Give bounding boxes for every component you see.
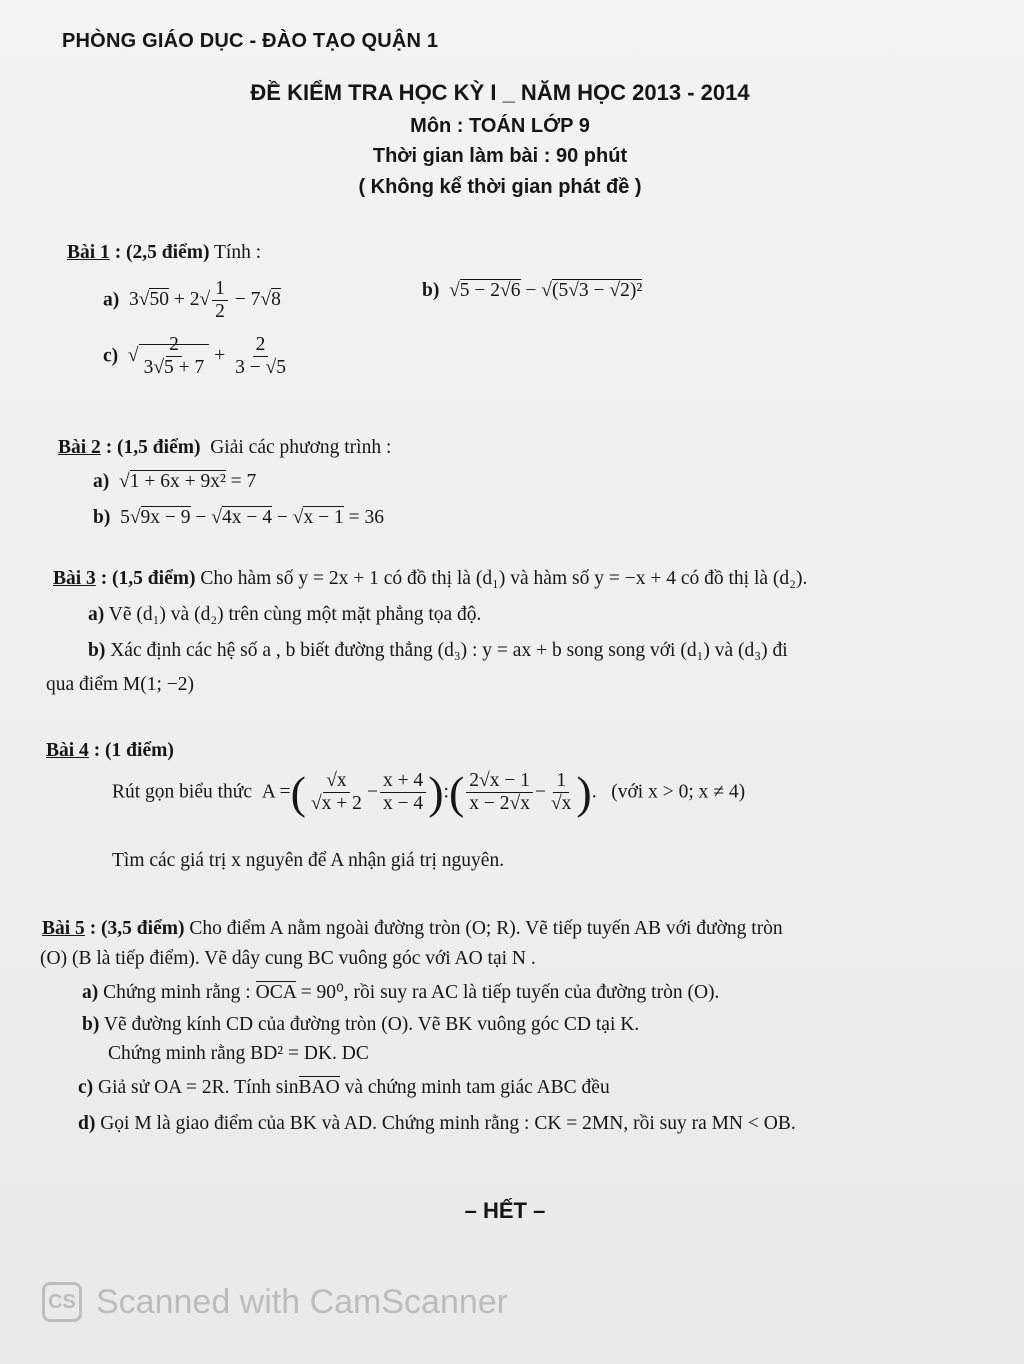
bai5-d: d) Gọi M là giao điểm của BK và AD. Chứng minh rằng : CK = 2MN, rồi suy ra MN < OB.: [78, 1113, 796, 1134]
bai1-a: a) 3√50 + 2√ $\frac{1}{2}$ − 7√8: [103, 278, 281, 323]
bai5-b-cont: Chứng minh rằng BD² = DK. DC: [108, 1043, 369, 1064]
bai2-b: b) 5√9x − 9 − √4x − 4 − √x − 1 = 36: [93, 507, 384, 528]
bai2-a: a) √1 + 6x + 9x² = 7: [93, 471, 257, 492]
bai1-heading: Bài 1 : (2,5 điểm) Tính :: [67, 242, 262, 263]
bai1-b: b) √5 − 2√6 − √(5√3 − √2)²: [422, 280, 643, 301]
bai5-b: b) Vẽ đường kính CD của đường tròn (O). Vẽ BK vuông góc CD tại K.: [82, 1014, 640, 1035]
camscanner-text: Scanned with CamScanner: [96, 1282, 509, 1321]
bai3-heading: Bài 3 : (1,5 điểm) Cho hàm số y = 2x + 1 có đồ thị là (d₁) và hàm số y = −x + 4 có đồ thị là (d₂).: [53, 568, 808, 589]
bai2-heading: Bài 2 : (1,5 điểm) Giải các phương trình :: [58, 437, 392, 458]
exam-time: Thời gian làm bài : 90 phút: [372, 145, 628, 167]
bai5-heading: Bài 5 : (3,5 điểm) Cho điểm A nằm ngoài đường tròn (O; R). Vẽ tiếp tuyến AB với đường tròn: [42, 918, 783, 939]
end-marker: – HẾT –: [464, 1198, 546, 1223]
bai4-expression: Rút gọn biểu thức A =( $\frac{√x}{√x + 2}$ − $\frac{x + 4}{x - 4}$ ):( $\frac{2√x - 1}{x - 2√x}$ − $\frac{1}{√x}$ ). (với x > 0; x ≠ 4): [112, 767, 746, 819]
bai3-a: a) Vẽ (d₁) và (d₂) trên cùng một mặt phẳng tọa độ.: [88, 604, 482, 625]
bai5-intro-cont: (O) (B là tiếp điểm). Vẽ dây cung BC vuông góc với AO tại N .: [40, 948, 536, 969]
camscanner-logo-icon: CS: [42, 1282, 82, 1322]
bai4-heading: Bài 4 : (1 điểm): [46, 740, 174, 761]
bai4-task2: Tìm các giá trị x nguyên để A nhận giá trị nguyên.: [112, 850, 505, 871]
exam-note: ( Không kể thời gian phát đề ): [358, 176, 642, 198]
bai1-c: c) √ $\frac{2}{3√5 + 7}$ + $\frac{2}{3 - √5}$: [103, 334, 287, 379]
exam-title: ĐỀ KIỂM TRA HỌC KỲ I _ NĂM HỌC 2013 - 2014: [250, 80, 750, 105]
camscanner-watermark: [42, 1282, 508, 1322]
bai3-b: b) Xác định các hệ số a , b biết đường thẳng (d₃) : y = ax + b song song với (d₁) và (d₃) đi: [88, 640, 788, 661]
bai3-b-cont: qua điểm M(1; −2): [46, 674, 195, 695]
exam-subject: Môn : TOÁN LỚP 9: [410, 115, 590, 137]
bai5-c: c) Giả sử OA = 2R. Tính sinBAO và chứng minh tam giác ABC đều: [78, 1077, 610, 1098]
bai5-a: a) Chứng minh rằng : OCA = 90⁰, rồi suy ra AC là tiếp tuyến của đường tròn (O).: [82, 982, 720, 1003]
department-header: PHÒNG GIÁO DỤC - ĐÀO TẠO QUẬN 1: [62, 30, 439, 52]
